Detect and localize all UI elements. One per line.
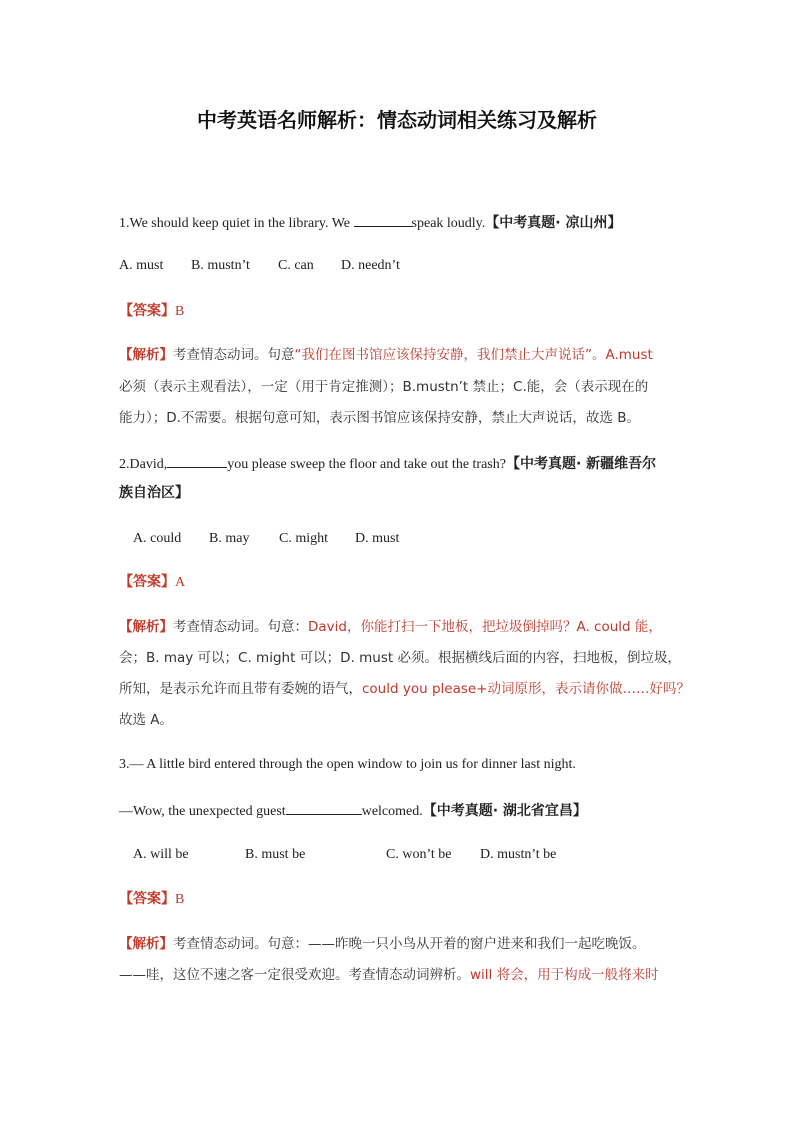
q3-answer [119, 889, 679, 910]
q1-options [119, 256, 679, 276]
q3-blank [286, 800, 362, 815]
q1-option-c: C. can [278, 258, 314, 273]
q2-blank [167, 453, 227, 468]
q2-analysis-line-2: 会；B. may 可以；C. might 可以；D. must 必须。根据横线后面的内容，扫地板，倒垃圾， [119, 650, 681, 666]
q2-option-c: C. might [279, 531, 329, 546]
question-2 [119, 453, 679, 475]
q2-text-a: 2.David, [119, 457, 168, 472]
q3-analysis-label: 【解析】 [119, 936, 173, 952]
q1-answer [119, 301, 679, 322]
q2-option-b: B. may [209, 531, 250, 546]
q1-analysis-line-3: 能力）；D.不需要。根据句意可知，表示图书馆应该保持安静，禁止大声说话，故选 B。 [119, 410, 640, 426]
q3-answer-value: B [175, 892, 185, 907]
q2-analysis-line-4: 故选 A。 [119, 712, 174, 728]
q3-answer-label: 【答案】 [119, 891, 175, 907]
q3-text-2b: welcomed. [361, 804, 423, 819]
question-3-line-1: 3.— A little bird entered through the open window to join us for dinner last night. [119, 757, 576, 772]
q3-tag: 【中考真题· 湖北省宜昌】 [422, 803, 587, 819]
q2-answer-value: A [175, 575, 186, 590]
q3-analysis-line-2 [119, 965, 679, 985]
q3-analysis-text-2b: will 将会，用于构成一般将来时 [470, 967, 659, 983]
q1-answer-value: B [175, 304, 185, 319]
question-3-line-2 [119, 800, 679, 822]
q1-option-d: D. needn’t [341, 258, 400, 273]
q2-analysis-text-3a: 所知，是表示允许而且带有委婉的语气， [119, 681, 362, 697]
q3-option-a: A. will be [133, 847, 189, 862]
q2-analysis-text-1b: David，你能打扫一下地板，把垃圾倒掉吗？A. could 能， [308, 619, 662, 635]
q2-text-b: you please sweep the floor and take out the trash? [227, 457, 506, 472]
q1-text-b: speak loudly. [411, 216, 486, 231]
q3-text-2a: —Wow, the unexpected guest [119, 804, 286, 819]
q2-analysis-label: 【解析】 [119, 619, 173, 635]
q2-tag-a: 【中考真题· 新疆维吾尔 [505, 456, 657, 472]
q1-text-a: 1.We should keep quiet in the library. We [119, 216, 354, 231]
q3-analysis-text-2a: ——哇，这位不速之客一定很受欢迎。考查情态动词辨析。 [119, 967, 470, 983]
q1-option-a: A. must [119, 258, 164, 273]
q2-options [133, 529, 693, 549]
q2-analysis-text-1a: 考查情态动词。句意： [173, 619, 308, 635]
q2-analysis-line-1 [119, 617, 679, 637]
q1-option-b: B. mustn’t [191, 258, 250, 273]
q2-answer-label: 【答案】 [119, 574, 175, 590]
q1-analysis-line-1 [119, 345, 679, 365]
q2-answer [119, 572, 679, 593]
q3-option-b: B. must be [245, 847, 306, 862]
q2-tag-b: 族自治区】 [119, 485, 189, 501]
q2-option-d: D. must [355, 531, 400, 546]
q2-option-a: A. could [133, 531, 182, 546]
page-title: 中考英语名师解析：情态动词相关练习及解析 [197, 108, 597, 132]
question-1 [119, 212, 679, 234]
q1-answer-label: 【答案】 [119, 303, 175, 319]
q1-analysis-text-1b: “我们在图书馆应该保持安静，我们禁止大声说话”。A.must [294, 347, 653, 363]
q3-options [133, 845, 693, 865]
q3-analysis-line-1 [119, 934, 679, 954]
q3-option-d: D. mustn’t be [480, 847, 557, 862]
q2-analysis-line-3 [119, 679, 690, 699]
q3-option-c: C. won’t be [386, 847, 452, 862]
q3-analysis-text-1: 考查情态动词。句意：——昨晚一只小鸟从开着的窗户进来和我们一起吃晚饭。 [173, 936, 646, 952]
q1-tag: 【中考真题· 凉山州】 [485, 215, 622, 231]
q2-analysis-text-3b: could you please+动词原形，表示请你做……好吗？ [362, 681, 690, 697]
q1-analysis-label: 【解析】 [119, 347, 173, 363]
q1-blank [354, 212, 412, 227]
q1-analysis-text-1a: 考查情态动词。句意 [173, 347, 295, 363]
q1-analysis-line-2: 必须（表示主观看法），一定（用于肯定推测）；B.mustn’t 禁止；C.能，会（表示现在的 [119, 379, 649, 395]
